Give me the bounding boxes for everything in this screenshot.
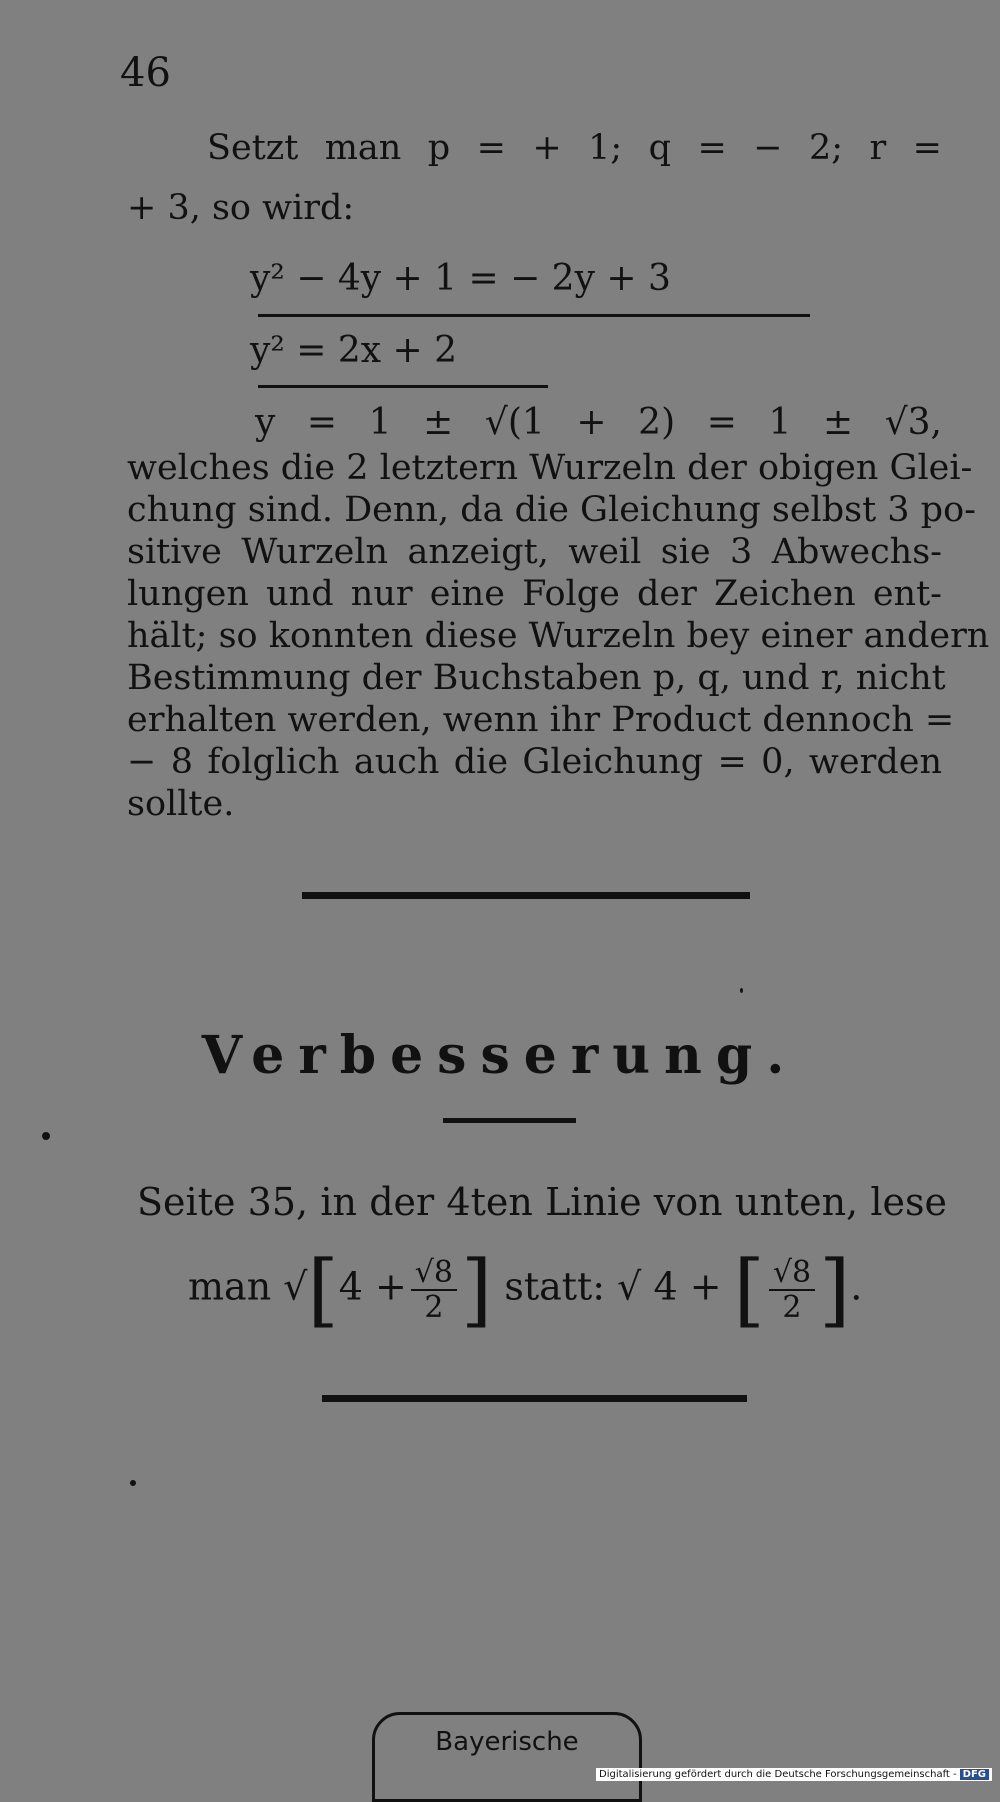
fraction-a xyxy=(411,1256,457,1324)
para-line-5: hält; so konnten diese Wurzeln bey einer andern xyxy=(127,616,990,656)
para-line-7: erhalten werden, wenn ihr Product dennoch = xyxy=(127,700,955,740)
heading-underline xyxy=(443,1118,576,1123)
body-line-2: + 3, so wird: xyxy=(127,188,355,228)
formula-term-a: 4 + xyxy=(338,1264,407,1309)
para-line-8: − 8 folglich auch die Gleichung = 0, werden xyxy=(127,742,942,782)
library-stamp: Bayerische xyxy=(372,1712,642,1802)
section-divider-rule xyxy=(302,892,750,899)
equation-2: y² = 2x + 2 xyxy=(250,330,457,371)
dfg-logo: DFG xyxy=(960,1769,989,1780)
ink-speck xyxy=(130,1480,136,1486)
fraction-a-denominator: 2 xyxy=(424,1290,444,1325)
formula-prefix: man √ xyxy=(188,1264,308,1309)
right-bracket-2: ] xyxy=(819,1243,851,1336)
equation-rule-2 xyxy=(258,385,548,388)
digitization-footer xyxy=(596,1768,992,1781)
fraction-b xyxy=(769,1256,815,1324)
para-line-6: Bestimmung der Buchstaben p, q, und r, nicht xyxy=(127,658,946,698)
correction-line-1: Seite 35, in der 4ten Linie von unten, lese xyxy=(137,1180,947,1224)
equation-3: y = 1 ± √(1 + 2) = 1 ± √3, xyxy=(255,402,942,443)
para-line-2: chung sind. Denn, da die Gleichung selbst 3 po- xyxy=(127,490,976,530)
body-line-1: Setzt man p = + 1; q = − 2; r = xyxy=(207,128,942,168)
left-bracket: [ xyxy=(307,1243,339,1336)
page-number: 46 xyxy=(120,50,171,96)
fraction-b-denominator: 2 xyxy=(782,1290,802,1325)
para-line-9: sollte. xyxy=(127,784,235,824)
para-line-1: welches die 2 letztern Wurzeln der obigen Glei- xyxy=(127,448,973,488)
fraction-b-numerator: √8 xyxy=(769,1256,815,1291)
equation-rule-1 xyxy=(258,314,810,317)
ink-speck xyxy=(42,1132,50,1140)
left-bracket-2: [ xyxy=(733,1243,765,1336)
footer-text: Digitalisierung gefördert durch die Deutsche Forschungsgemeinschaft - xyxy=(599,1769,957,1780)
correction-heading: Verbesserung. xyxy=(201,1025,799,1086)
right-bracket: ] xyxy=(461,1243,493,1336)
correction-formula xyxy=(188,1243,863,1336)
ink-speck xyxy=(740,988,743,993)
bottom-divider-rule xyxy=(322,1395,747,1402)
fraction-a-numerator: √8 xyxy=(411,1256,457,1291)
formula-statt: statt: √ 4 + xyxy=(504,1264,722,1309)
para-line-4: lungen und nur eine Folge der Zeichen ent- xyxy=(127,574,942,614)
para-line-3: sitive Wurzeln anzeigt, weil sie 3 Abwechs- xyxy=(127,532,942,572)
equation-1: y² − 4y + 1 = − 2y + 3 xyxy=(250,258,671,299)
formula-end: . xyxy=(850,1264,863,1309)
